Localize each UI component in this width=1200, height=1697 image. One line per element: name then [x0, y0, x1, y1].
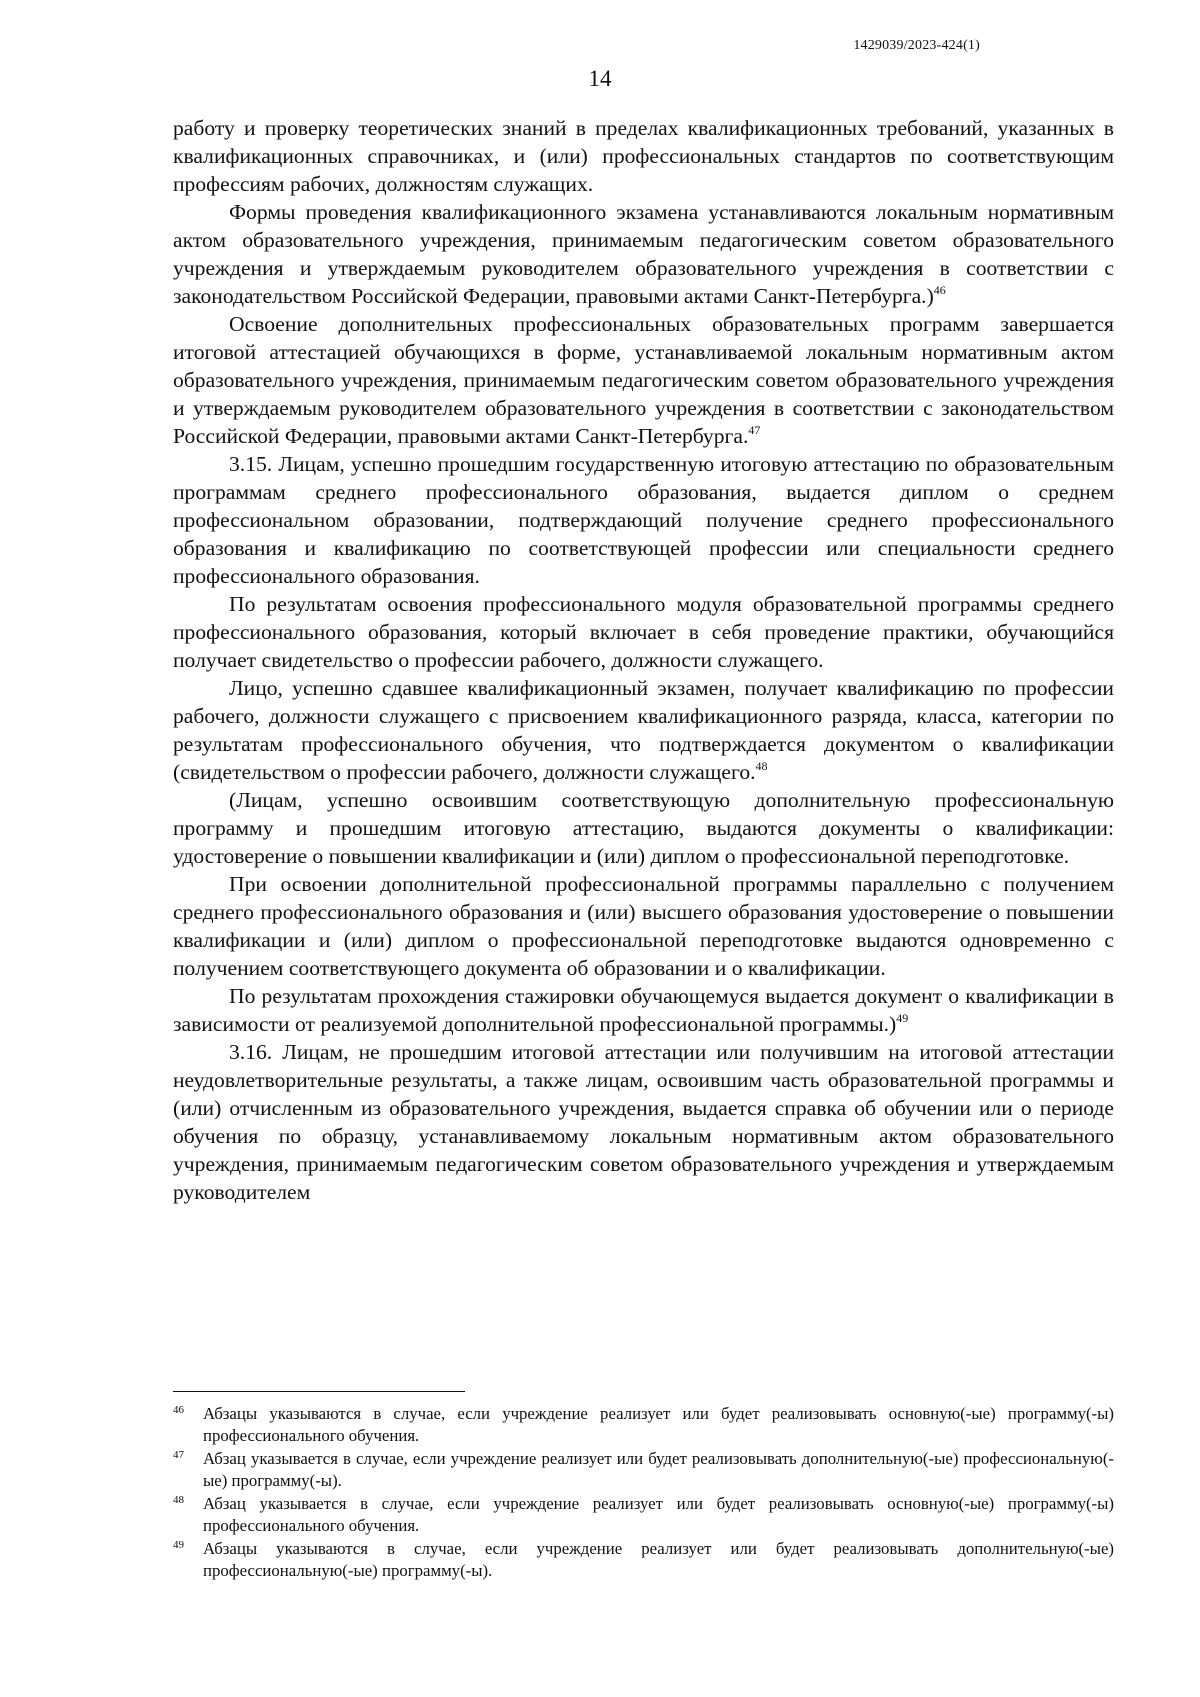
footnote-ref: 46 [933, 283, 946, 297]
paragraph: (Лицам, успешно освоившим соответствующую дополнительную профессиональную программу и прошедшим итоговую аттестацию, выдаются документы о квалификации: удостоверение о повышении квалификации и (или) диплом о профессиональной переподготовке. [173, 788, 1114, 868]
paragraph: 3.16. Лицам, не прошедшим итоговой аттестации или получившим на итоговой аттестации неудовлетворительные результаты, а также лицам, освоившим часть образовательной программы и (или) отчисленным из образовательного учреждения, выдается справка об обучении или о периоде обучения по образцу, устанавливаемому локальным нормативным актом образовательного учреждения, принимаемым педагогическим советом образовательного учреждения и утверждаемым руководителем [173, 1040, 1114, 1204]
main-text [173, 114, 1114, 1206]
paragraph: При освоении дополнительной профессиональной программы параллельно с получением среднего профессионального образования и (или) высшего образования удостоверение о повышении квалификации и (или) диплом о профессиональной переподготовке выдаются одновременно с получением соответствующего документа об образовании и о квалификации. [173, 872, 1114, 980]
document-number: 1429039/2023-424(1) [853, 38, 980, 53]
paragraph: работу и проверку теоретических знаний в пределах квалификационных требований, указанных в квалификационных справочниках, и (или) профессиональных стандартов по соответствующим профессиям рабочих, должностям служащих. [173, 116, 1114, 196]
footnote [173, 1538, 1114, 1582]
footnote-text: Абзац указывается в случае, если учреждение реализует или будет реализовывать основную(-ые) программу(-ы) профессионального обучения. [203, 1494, 1114, 1535]
footnote [173, 1448, 1114, 1492]
paragraph: Формы проведения квалификационного экзамена устанавливаются локальным нормативным актом образовательного учреждения, принимаемым педагогическим советом образовательного учреждения и утверждаемым руководителем образовательного учреждения в соответствии с законодательством Российской Федерации, правовыми актами Санкт-Петербурга.)$^{46}$ [173, 200, 1114, 308]
footnote-text: Абзацы указываются в случае, если учреждение реализует или будет реализовывать основную(-ые) программу(-ы) профессионального обучения. [203, 1404, 1114, 1445]
footnote-number: 48 [173, 1494, 184, 1506]
paragraph: Лицо, успешно сдавшее квалификационный экзамен, получает квалификацию по профессии рабочего, должности служащего с присвоением квалификационного разряда, класса, категории по результатам профессионального обучения, что подтверждается документом о квалификации (свидетельством о профессии рабочего, должности служащего.$^{48}$ [173, 676, 1114, 784]
footnote-separator [173, 1391, 465, 1392]
footnote-ref: 49 [896, 1011, 909, 1025]
footnote-ref: 48 [755, 759, 768, 773]
paragraph: Освоение дополнительных профессиональных образовательных программ завершается итоговой аттестацией обучающихся в форме, устанавливаемой локальным нормативным актом образовательного учреждения, принимаемым педагогическим советом образовательного учреждения и утверждаемым руководителем образовательного учреждения в соответствии с законодательством Российской Федерации, правовыми актами Санкт-Петербурга.$^{47}$ [173, 312, 1114, 448]
page-number: 14 [588, 66, 612, 91]
footnote-ref: 47 [748, 423, 761, 437]
paragraph: По результатам прохождения стажировки обучающемуся выдается документ о квалификации в зависимости от реализуемой дополнительной профессиональной программы.)$^{49}$ [173, 984, 1114, 1036]
paragraph: По результатам освоения профессионального модуля образовательной программы среднего профессионального образования, который включает в себя проведение практики, обучающийся получает свидетельство о профессии рабочего, должности служащего. [173, 592, 1114, 672]
footnote-text: Абзацы указываются в случае, если учреждение реализует или будет реализовывать дополнительную(-ые) профессиональную(-ые) программу(-ы). [203, 1539, 1114, 1580]
paragraph: 3.15. Лицам, успешно прошедшим государственную итоговую аттестацию по образовательным программам среднего профессионального образования, выдается диплом о среднем профессиональном образовании, подтверждающий получение среднего профессионального образования и квалификацию по соответствующей профессии или специальности среднего профессионального образования. [173, 452, 1114, 588]
footnote-number: 49 [173, 1539, 184, 1551]
footnote-number: 46 [173, 1404, 184, 1416]
footnote-text: Абзац указывается в случае, если учреждение реализует или будет реализовывать дополнительную(-ые) профессиональную(-ые) программу(-ы). [203, 1449, 1114, 1490]
footnote [173, 1493, 1114, 1537]
footnote [173, 1403, 1114, 1447]
footnote-number: 47 [173, 1449, 184, 1461]
footnotes [173, 1403, 1114, 1583]
